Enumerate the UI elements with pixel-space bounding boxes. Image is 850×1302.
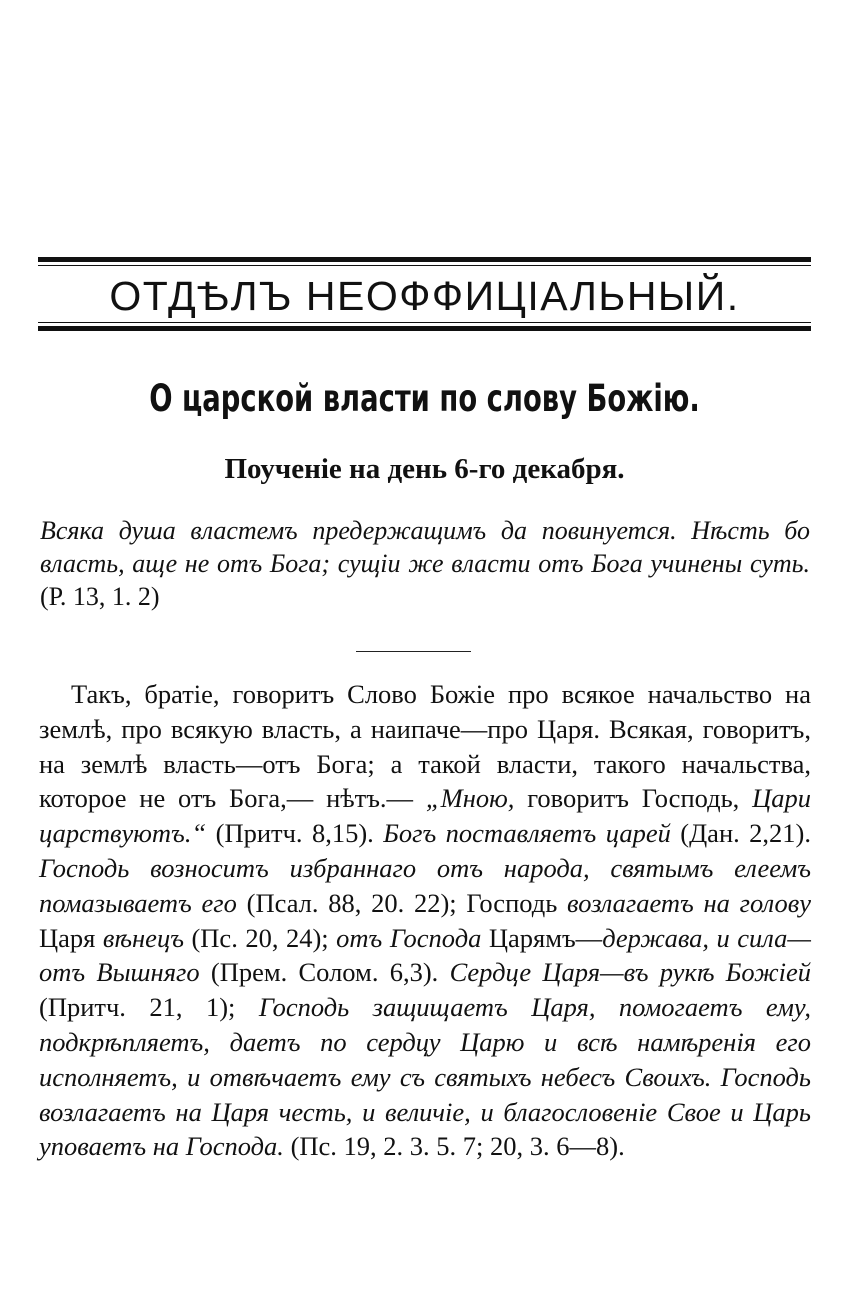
epigraph-quote: Всяка душа властемъ предержащимъ да повинуется. Нѣсть бо власть, аще не отъ Бога; сущіи же власти отъ Бога учинены суть.	[40, 516, 810, 578]
body-italic-run: „Мною,	[425, 783, 515, 814]
body-italic-run: Богъ поставляетъ царей	[383, 818, 671, 849]
body-text-run: (Пс. 19, 2. 3. 5. 7; 20, 3. 6—8).	[283, 1131, 625, 1162]
body-italic-run: Цари царствуютъ.“	[39, 783, 812, 849]
bottom-rule-thick	[38, 326, 811, 331]
body-italic-run: Господь возноситъ избраннаго отъ народа, святымъ елеемъ помазываетъ его	[39, 852, 811, 918]
body-text-run: (Притч. 8,15).	[206, 818, 384, 849]
body-italic-run: вѣнецъ	[102, 922, 184, 953]
top-rule-thick	[38, 257, 811, 262]
body-text-run: (Дан. 2,21).	[670, 818, 812, 849]
body-italic-run: возлагаетъ на голову	[567, 887, 811, 918]
body-italic-run: Сердце Царя—въ рукѣ Божіей	[449, 957, 812, 988]
body-text-run: говоритъ Господь,	[514, 783, 753, 814]
article-title: О царской власти по слову Божію.	[149, 377, 700, 420]
section-heading: ОТДѢЛЪ НЕОФФИЦІАЛЬНЫЙ.	[109, 273, 740, 319]
subtitle: Поученіе на день 6-го декабря.	[224, 453, 625, 485]
body-italic-run: отъ Господа	[336, 922, 482, 953]
bottom-rule-thin	[38, 322, 811, 323]
body-text	[39, 677, 811, 1164]
epigraph-reference: (Р. 13, 1. 2)	[40, 582, 160, 611]
body-text-run: (Пс. 20, 24);	[183, 922, 337, 953]
body-text-run: Царя	[39, 922, 103, 953]
body-paragraph	[39, 677, 811, 1164]
body-text-run: (Притч. 21, 1);	[39, 992, 259, 1023]
top-rule-thin	[38, 265, 811, 266]
body-text-run: (Псал. 88, 20. 22); Господь	[236, 887, 568, 918]
body-italic-run: Господь защищаетъ Царя, помогаетъ ему, подкрѣпляетъ, даетъ по сердцу Царю и всѣ намѣренія его исполняетъ, и отвѣчаетъ ему съ святыхъ небесъ Своихъ. Господь возлагаетъ на Царя честь, и величіе, и благословеніе Свое и Царь уповаетъ на Господа.	[39, 992, 811, 1162]
epigraph	[40, 514, 810, 613]
body-text-run: (Прем. Солом. 6,3).	[199, 957, 450, 988]
body-text-run: Такъ, братіе, говоритъ Слово Божіе про всякое начальство на землѣ, про всякую власть, а наипаче—про Царя. Всякая, говоритъ, на землѣ власть—отъ Бога; а такой власти, такого начальства, которое не отъ Бога,— нѣтъ.—	[39, 679, 811, 814]
body-text-run: Царямъ—	[481, 922, 603, 953]
divider-line	[356, 651, 471, 652]
body-italic-run: держава, и сила—отъ Вышняго	[39, 922, 811, 988]
